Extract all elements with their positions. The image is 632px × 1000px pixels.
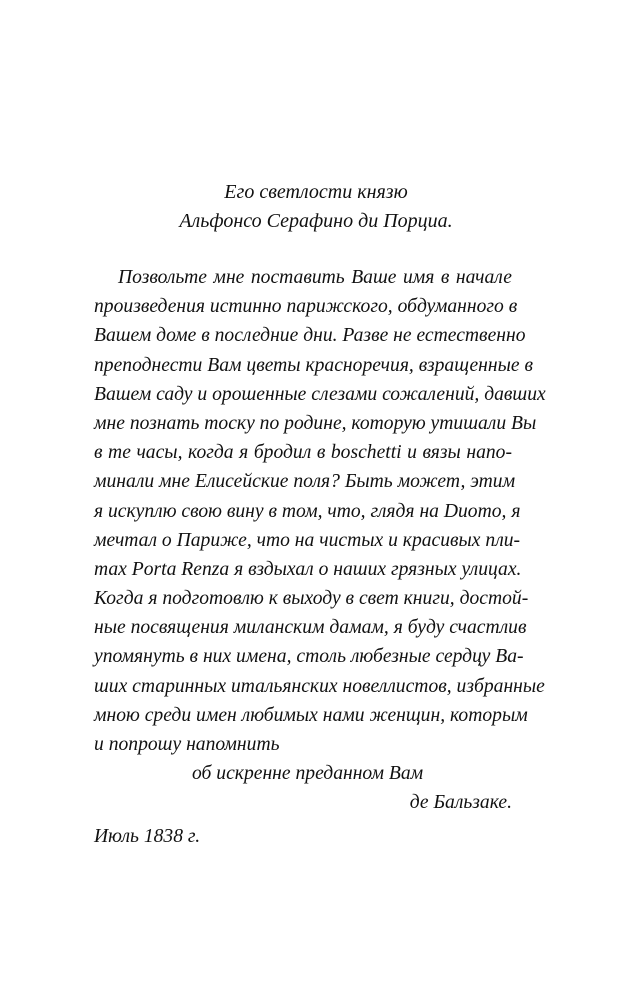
letter-line: преподнести Вам цветы красноречия, взращенные в bbox=[94, 354, 533, 376]
letter-line: Когда я подготовлю к выходу в свет книги, достой- bbox=[94, 588, 529, 610]
author-signature: де Бальзаке. bbox=[409, 792, 512, 814]
letter-line: в те часы, когда я бродил в boschetti и вязы напо- bbox=[94, 442, 512, 464]
letter-line: Позвольте мне поставить Ваше имя в начале bbox=[118, 267, 512, 288]
dedication-line-2: Альфонсо Серафино ди Порциа. bbox=[179, 210, 453, 232]
closing-phrase: об искренне преданном Вам bbox=[192, 763, 424, 785]
letter-line: ные посвящения миланским дамам, я буду счастлив bbox=[94, 617, 527, 639]
dedication-line-1: Его светлости князю bbox=[224, 181, 408, 203]
letter-line: Вашем доме в последние дни. Разве не естественно bbox=[94, 325, 526, 347]
dedication-letter bbox=[94, 263, 546, 851]
letter-line: мною среди имен любимых нами женщин, которым bbox=[94, 704, 528, 726]
letter-line: я искуплю свою вину в том, что, глядя на Duomo, я bbox=[94, 500, 521, 522]
letter-line: тах Porta Renza я вздыхал о наших грязных улицах. bbox=[94, 558, 522, 580]
letter-line: упомянуть в них имена, столь любезные сердцу Ва- bbox=[94, 646, 524, 668]
letter-line: мне познать тоску по родине, которую утишали Вы bbox=[94, 412, 537, 434]
letter-line: произведения истинно парижского, обдуманного в bbox=[94, 296, 518, 318]
letter-line: Вашем саду и орошенные слезами сожалений, давших bbox=[94, 383, 546, 405]
letter-date: Июль 1838 г. bbox=[94, 825, 201, 847]
dedication-heading bbox=[0, 178, 632, 236]
letter-line: и попрошу напомнить bbox=[94, 734, 280, 755]
letter-line: минали мне Елисейские поля? Быть может, этим bbox=[94, 471, 516, 493]
letter-line: ших старинных итальянских новеллистов, избранные bbox=[94, 675, 545, 697]
letter-line: мечтал о Париже, что на чистых и красивых пли- bbox=[94, 529, 521, 551]
